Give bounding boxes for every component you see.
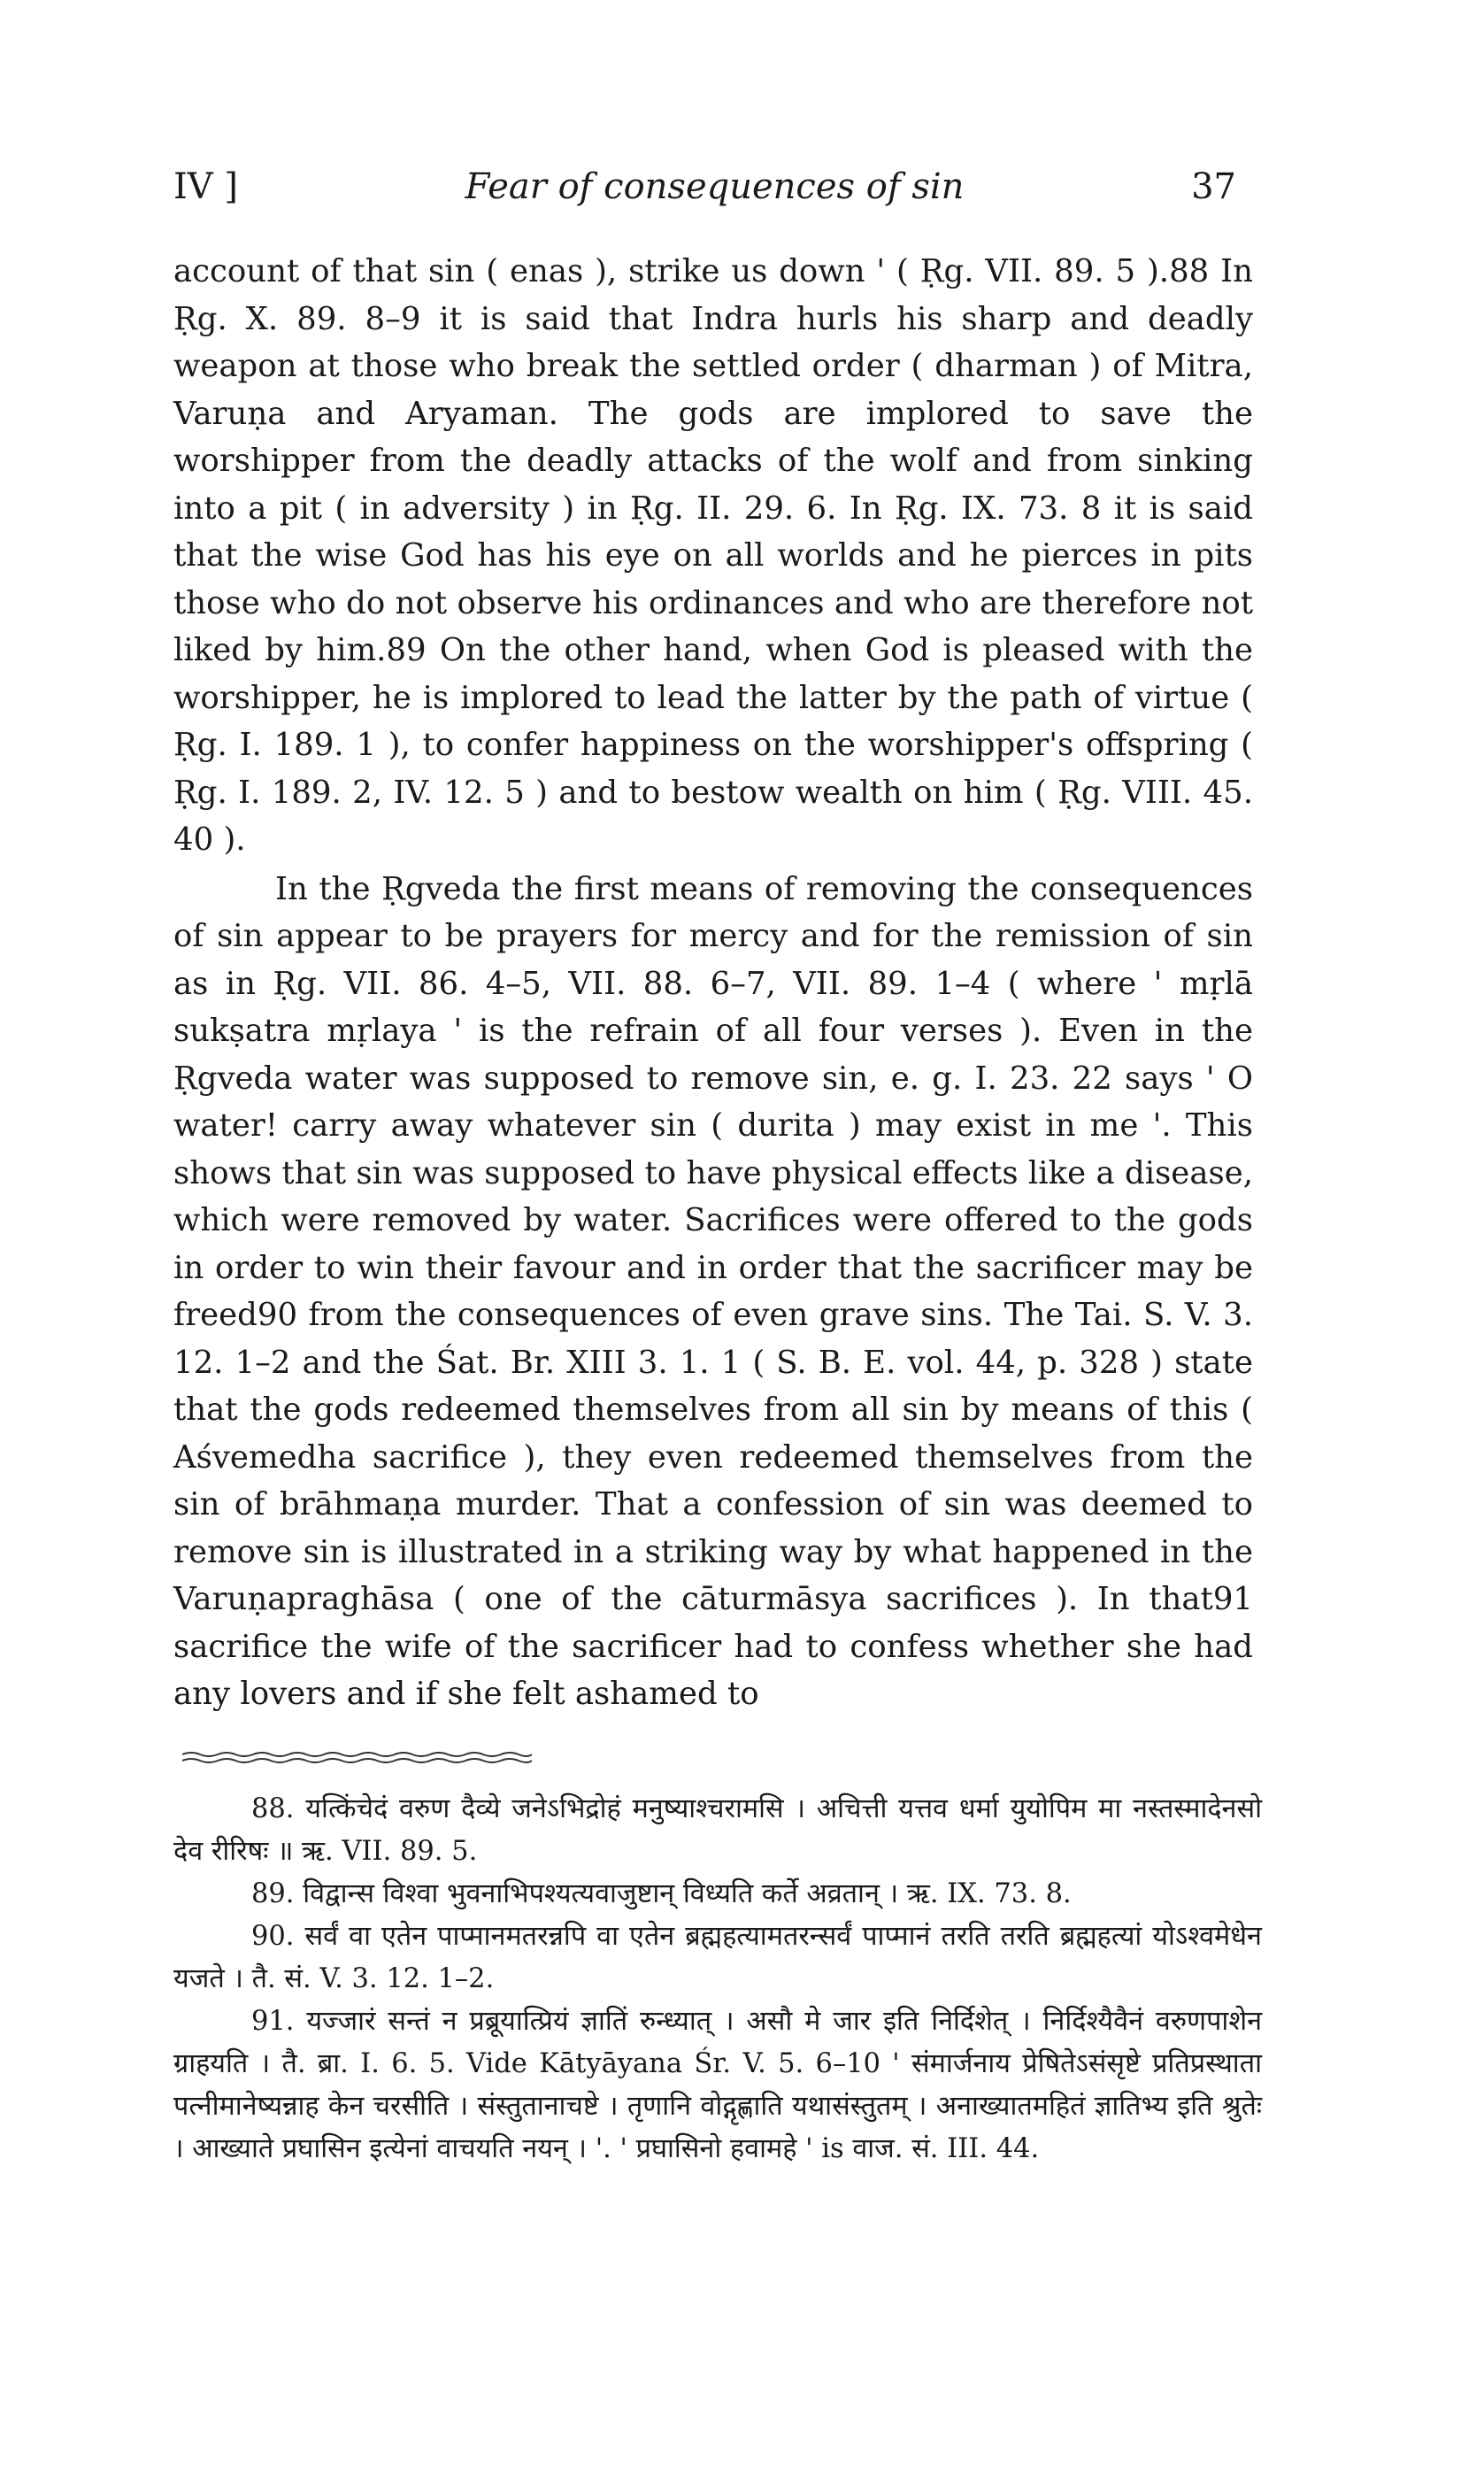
footnote-rule: [182, 1749, 532, 1767]
running-header: [173, 166, 1236, 220]
chapter-marker: IV ]: [173, 166, 239, 207]
footnote-88: 88. यत्किंचेदं वरुण दैव्ये जनेऽभिद्रोहं मनुष्याश्चरामसि । अचित्ती यत्तव धर्मा युयोपिम मा नस्तस्मादेनसो देव रीरिषः ॥ ऋ. VII. 89. 5.: [173, 1793, 1262, 1867]
running-title: Fear of consequences of sin: [465, 166, 965, 207]
footnotes: [173, 1788, 1262, 2170]
footnote-91: 91. यज्जारं सन्तं न प्रब्रूयात्प्रियं ज्ञातिं रुन्ध्यात् । असौ मे जार इति निर्दिशेत् । निर्दिश्यैवैनं वरुणपाशेन ग्राहयति । तै. ब्रा. I. 6. 5. Vide Kātyāyana Śr. V. 5. 6–10 ' संमार्जनाय प्रेषितेऽसंसृष्टे प्रतिप्रस्थाता पत्नीमानेष्यन्नाह केन चरसीति । संस्तुतानाचष्टे । तृणानि वोद्गृह्णाति यथासंस्तुतम् । अनाख्यातमहितं ज्ञातिभ्य इति श्रुतेः । आख्याते प्रघासिन इत्येनां वाचयति नयन् । '. ' प्रघासिनो हवामहे ' is वाज. सं. III. 44.: [173, 2006, 1262, 2164]
page-number: 37: [1191, 166, 1236, 207]
paragraph-1: account of that sin ( enas ), strike us down ' ( Ṛg. VII. 89. 5 ).88 In Ṛg. X. 89. 8–9 it is said that Indra hurls his sharp and deadly weapon at those who break the settled order ( dharman ) of Mitra, Varuṇa and Aryaman. The gods are implored to save the worshipper from the deadly attacks of the wolf and from sinking into a pit ( in adversity ) in Ṛg. II. 29. 6. In Ṛg. IX. 73. 8 it is said that the wise God has his eye on all worlds and he pierces in pits those who do not observe his ordinances and who are therefore not liked by him.89 On the other hand, when God is pleased with the worshipper, he is implored to lead the latter by the path of virtue ( Ṛg. I. 189. 1 ), to confer happiness on the worshipper's offspring ( Ṛg. I. 189. 2, IV. 12. 5 ) and to bestow wealth on him ( Ṛg. VIII. 45. 40 ).: [173, 253, 1253, 858]
footnote-90: 90. सर्वं वा एतेन पाप्मानमतरन्नपि वा एतेन ब्रह्महत्यामतरन्सर्वं पाप्मानं तरति तरति ब्रह्महत्यां योऽश्वमेधेन यजते । तै. सं. V. 3. 12. 1–2.: [173, 1921, 1262, 1994]
main-text: [173, 248, 1253, 1718]
paragraph-2: In the Ṛgveda the first means of removing the consequences of sin appear to be prayers for mercy and for the remission of sin as in Ṛg. VII. 86. 4–5, VII. 88. 6–7, VII. 89. 1–4 ( where ' mṛlā sukṣatra mṛlaya ' is the refrain of all four verses ). Even in the Ṛgveda water was supposed to remove sin, e. g. I. 23. 22 says ' O water! carry away whatever sin ( durita ) may exist in me '. This shows that sin was supposed to have physical effects like a disease, which were removed by water. Sacrifices were offered to the gods in order to win their favour and in order that the sacrificer may be freed90 from the consequences of even grave sins. The Tai. S. V. 3. 12. 1–2 and the Śat. Br. XIII 3. 1. 1 ( S. B. E. vol. 44, p. 328 ) state that the gods redeemed themselves from all sin by means of this ( Aśvemedha sacrifice ), they even redeemed themselves from the sin of brāhmaṇa murder. That a confession of sin was deemed to remove sin is illustrated in a striking way by what happened in the Varuṇapraghāsa ( one of the cāturmāsya sacrifices ). In that91 sacrifice the wife of the sacrificer had to confess whether she had any lovers and if she felt ashamed to: [173, 870, 1253, 1712]
footnote-89: 89. विद्वान्स विश्वा भुवनाभिपश्यत्यवाजुष्टान् विध्यति कर्ते अव्रतान् । ऋ. IX. 73. 8.: [251, 1878, 1072, 1909]
